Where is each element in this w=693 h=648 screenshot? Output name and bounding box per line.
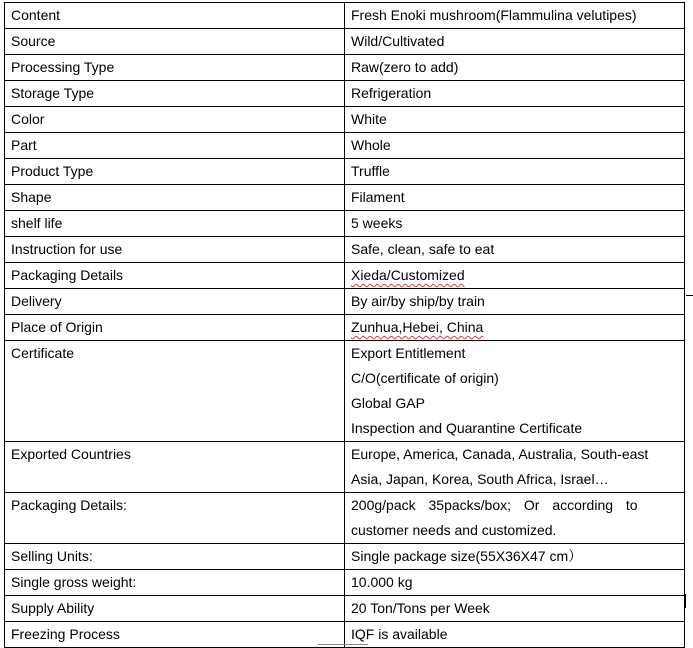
certificate-item: C/O(certificate of origin): [351, 370, 499, 386]
exported-line: Europe, America, Canada, Australia, South-east: [351, 446, 649, 462]
packaging-line: 200g/pack 35packs/box; Or according to: [351, 497, 638, 513]
table-row: [5, 81, 685, 107]
value-cell: Refrigeration: [345, 81, 685, 107]
label-cell: Certificate: [5, 341, 345, 442]
label-cell: Selling Units:: [5, 544, 345, 570]
label-cell: Part: [5, 133, 345, 159]
table-row: [5, 544, 685, 570]
exported-line: Asia, Japan, Korea, South Africa, Israel…: [351, 471, 609, 487]
label-cell: Supply Ability: [5, 596, 345, 622]
label-cell: Packaging Details: [5, 263, 345, 289]
value-cell: Single package size(55X36X47 cm）: [345, 544, 685, 570]
label-cell: Shape: [5, 185, 345, 211]
table-row: [5, 596, 685, 622]
value-cell: 10.000 kg: [345, 570, 685, 596]
certificate-item: Export Entitlement: [351, 345, 466, 361]
edge-mark: [684, 594, 686, 608]
value-cell: White: [345, 107, 685, 133]
table-row: [5, 133, 685, 159]
value-cell: Truffle: [345, 159, 685, 185]
table-row: [5, 107, 685, 133]
label-cell: Place of Origin: [5, 315, 345, 341]
label-cell: Content: [5, 3, 345, 29]
value-cell: 5 weeks: [345, 211, 685, 237]
table-row: [5, 570, 685, 596]
table-row-certificate: [5, 341, 685, 442]
label-cell: Processing Type: [5, 55, 345, 81]
value-cell: IQF is available: [345, 622, 685, 648]
value-cell: By air/by ship/by train: [345, 289, 685, 315]
packaging-line: customer needs and customized.: [351, 522, 557, 538]
table-row: [5, 3, 685, 29]
label-cell: Instruction for use: [5, 237, 345, 263]
table-row-packaging-details: [5, 493, 685, 544]
certificate-item: Global GAP: [351, 395, 425, 411]
label-cell: Packaging Details:: [5, 493, 345, 544]
table-row: [5, 263, 685, 289]
value-cell: [345, 493, 685, 544]
table-row: [5, 237, 685, 263]
label-cell: Freezing Process: [5, 622, 345, 648]
value-cell: Whole: [345, 133, 685, 159]
edge-mark: [318, 644, 368, 645]
specification-table: [4, 2, 685, 648]
label-cell: Delivery: [5, 289, 345, 315]
value-cell: [345, 3, 685, 29]
table-row: [5, 289, 685, 315]
value-cell: [345, 442, 685, 493]
label-cell: Color: [5, 107, 345, 133]
value-cell: [345, 341, 685, 442]
table-row: [5, 55, 685, 81]
value-text: Fresh Enoki mushroom(Flammulina velutipes): [351, 7, 637, 23]
value-cell: Raw(zero to add): [345, 55, 685, 81]
label-cell: shelf life: [5, 211, 345, 237]
label-cell: Exported Countries: [5, 442, 345, 493]
table-row: [5, 315, 685, 341]
label-cell: Source: [5, 29, 345, 55]
label-cell: Single gross weight:: [5, 570, 345, 596]
value-cell: Wild/Cultivated: [345, 29, 685, 55]
label-cell: Storage Type: [5, 81, 345, 107]
value-text: Zunhua,Hebei, China: [351, 319, 484, 335]
table-row: [5, 211, 685, 237]
value-cell: [345, 315, 685, 341]
value-text: Xieda/Customized: [351, 267, 465, 283]
value-cell: [345, 263, 685, 289]
table-row: [5, 29, 685, 55]
value-cell: Safe, clean, safe to eat: [345, 237, 685, 263]
edge-mark: [686, 295, 693, 296]
certificate-item: Inspection and Quarantine Certificate: [351, 420, 583, 436]
label-cell: Product Type: [5, 159, 345, 185]
value-cell: 20 Ton/Tons per Week: [345, 596, 685, 622]
table-row: [5, 159, 685, 185]
table-row-exported-countries: [5, 442, 685, 493]
value-cell: Filament: [345, 185, 685, 211]
table-row: [5, 185, 685, 211]
